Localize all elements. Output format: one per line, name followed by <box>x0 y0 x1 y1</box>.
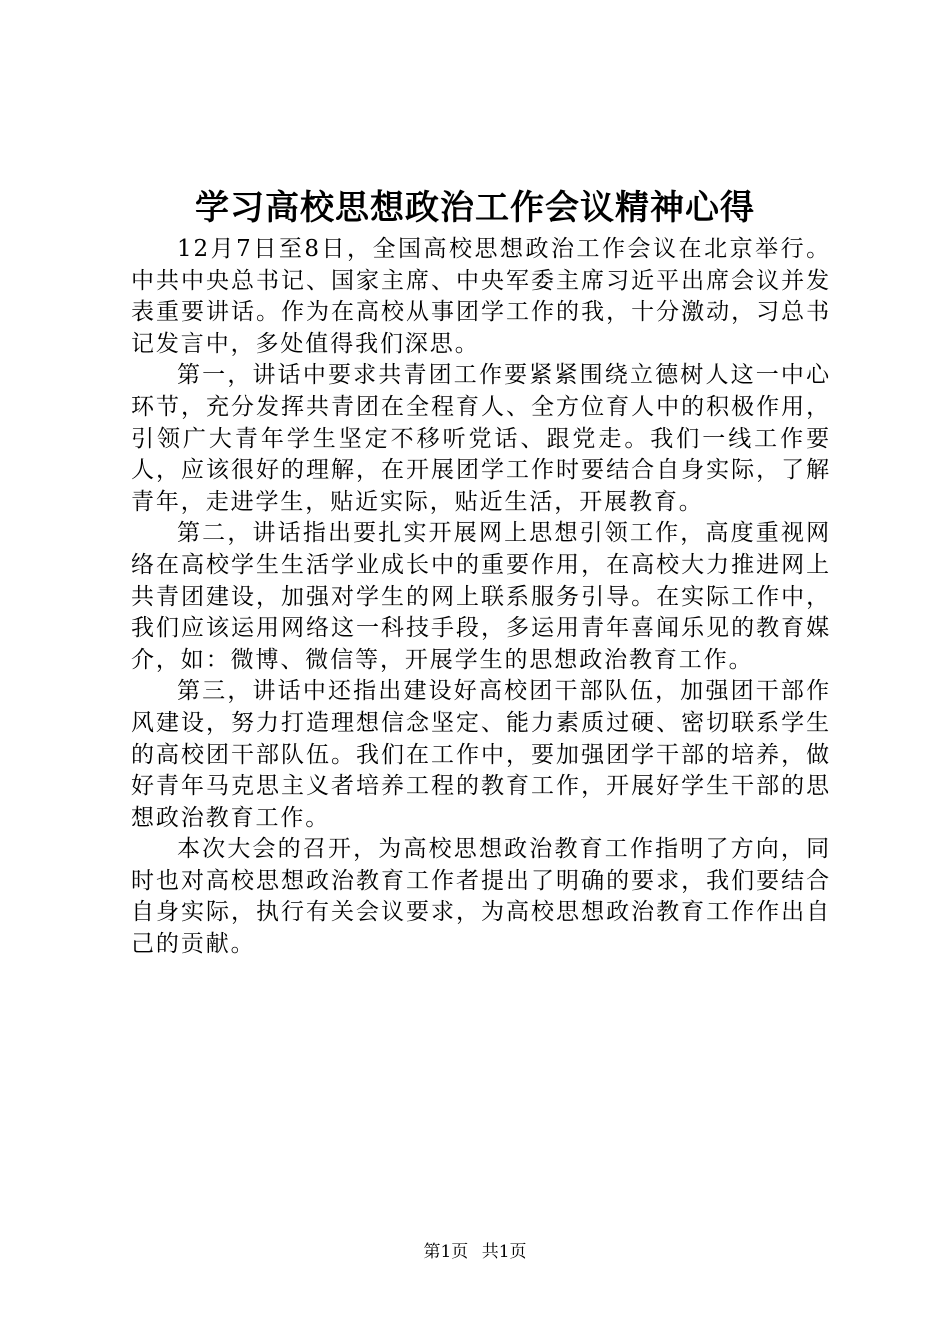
paragraph-first-point: 第一，讲话中要求共青团工作要紧紧围绕立德树人这一中心环节，充分发挥共青团在全程育人、全方位育人中的积极作用，引领广大青年学生坚定不移听党话、跟党走。我们一线工作要人，应该很好的理解，在开展团学工作时要结合自身实际，了解青年，走进学生，贴近实际，贴近生活，开展教育。 <box>131 362 831 515</box>
page-number: 第1页 <box>423 1242 469 1262</box>
page-footer <box>0 1240 950 1264</box>
document-title: 学习高校思想政治工作会议精神心得 <box>195 188 755 228</box>
paragraph-third-point: 第三，讲话中还指出建设好高校团干部队伍，加强团干部作风建设，努力打造理想信念坚定、能力素质过硬、密切联系学生的高校团干部队伍。我们在工作中，要加强团学干部的培养，做好青年马克思主义者培养工程的教育工作，开展好学生干部的思想政治教育工作。 <box>131 678 831 831</box>
paragraph-intro: 12月7日至8日，全国高校思想政治工作会议在北京举行。中共中央总书记、国家主席、中央军委主席习近平出席会议并发表重要讲话。作为在高校从事团学工作的我，十分激动，习总书记发言中，多处值得我们深思。 <box>131 236 831 357</box>
document-body <box>131 234 831 961</box>
paragraph-second-point: 第二，讲话指出要扎实开展网上思想引领工作，高度重视网络在高校学生生活学业成长中的重要作用，在高校大力推进网上共青团建设，加强对学生的网上联系服务引导。在实际工作中，我们应该运用网络这一科技手段，多运用青年喜闻乐见的教育媒介，如：微博、微信等，开展学生的思想政治教育工作。 <box>131 520 831 673</box>
paragraph-conclusion: 本次大会的召开，为高校思想政治教育工作指明了方向，同时也对高校思想政治教育工作者提出了明确的要求，我们要结合自身实际，执行有关会议要求，为高校思想政治教育工作作出自己的贡献。 <box>131 836 831 958</box>
page-total: 共1页 <box>481 1242 527 1262</box>
